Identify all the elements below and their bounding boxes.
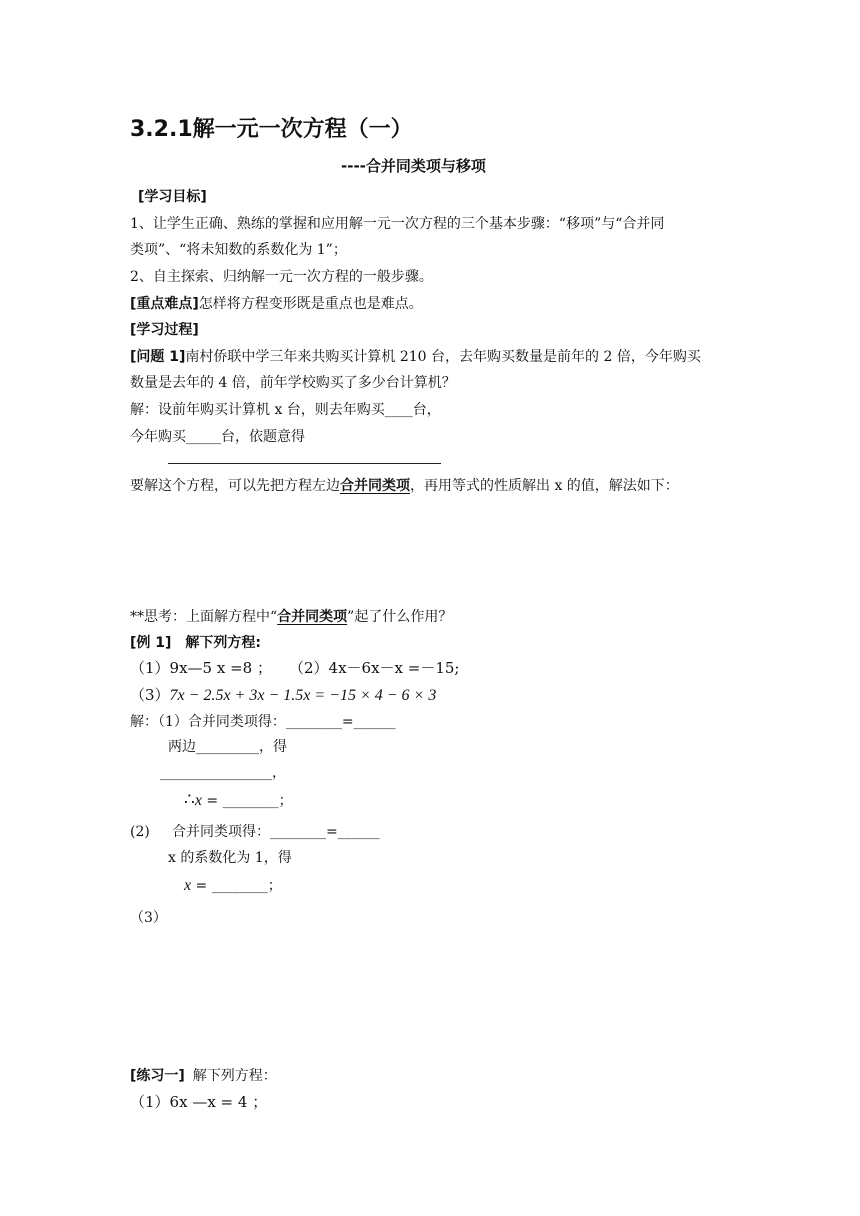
think-after: ”起了什么作用？ — [347, 609, 453, 625]
solution-2-variable: x — [184, 877, 192, 894]
solution-2-line-1: 合并同类项得：________=______ — [172, 824, 380, 840]
example-1-instruction: 解下列方程: — [185, 635, 262, 651]
solution-2-label: (2) — [130, 824, 150, 840]
problem-1-line-1 — [130, 347, 701, 367]
solution-2-line-3 — [184, 876, 282, 896]
solution-1-line-2: 两边_________，得 — [168, 739, 287, 755]
example-1-equation-3-formula: 7x − 2.5x + 3x − 1.5x = −15 × 4 − 6 × 3 — [169, 687, 437, 704]
explanation-after: ，再用等式的性质解出 x 的值，解法如下： — [410, 478, 679, 494]
exercise-1-label: [练习一] — [130, 1068, 185, 1084]
example-1-equation-3 — [130, 685, 436, 706]
key-difficulty — [130, 294, 423, 314]
example-1-equation-2: （2）4x－6x－x =－15; — [289, 659, 460, 677]
problem-1-label: [问题 1] — [130, 349, 186, 365]
solution-2-answer-blank: = ________； — [191, 878, 282, 894]
think-before: **思考：上面解方程中“ — [130, 609, 278, 625]
problem-1-solution-line-1: 解：设前年购买计算机 x 台，则去年购买____台， — [130, 402, 441, 418]
exercise-1-instruction: 解下列方程： — [192, 1068, 277, 1084]
example-1-heading — [130, 633, 261, 653]
solution-1-line-3: ________________， — [160, 765, 286, 781]
objective-item-1-line-1: 1、让学生正确、熟练的掌握和应用解一元一次方程的三个基本步骤：“移项”与“合并同 — [130, 216, 665, 232]
example-1-equation-1: （1）9x—5 x =8 ； — [130, 659, 272, 677]
explanation-key-term: 合并同类项 — [340, 478, 410, 494]
problem-1-text-1: 南村侨联中学三年来共购买计算机 210 台，去年购买数量是前年的 2 倍，今年购买 — [185, 349, 701, 365]
solution-1-variable: x — [194, 792, 202, 809]
key-difficulty-label: [重点难点] — [130, 296, 199, 312]
exercise-1-equation-1: （1）6x —x = 4 ； — [130, 1093, 268, 1111]
think-question — [130, 607, 452, 627]
page-subtitle: ----合并同类项与移项 — [341, 157, 486, 175]
objective-item-1-line-2: 类项”、“将未知数的系数化为 1”； — [130, 242, 347, 258]
example-1-label: [例 1] — [130, 635, 172, 651]
think-key-term: 合并同类项 — [277, 609, 348, 625]
process-heading: [学习过程] — [130, 322, 199, 338]
page-title: 3.2.1解一元一次方程（一） — [130, 117, 413, 142]
problem-1-explanation — [130, 476, 679, 496]
objectives-heading: [学习目标] — [138, 189, 207, 205]
solution-2-line-2: x 的系数化为 1，得 — [168, 850, 292, 866]
example-1-equation-3-prefix: （3） — [130, 686, 170, 704]
explanation-before: 要解这个方程，可以先把方程左边 — [130, 478, 340, 494]
exercise-1-heading — [130, 1066, 277, 1086]
therefore-symbol: ∴ — [184, 790, 195, 810]
solution-3-label: （3） — [130, 910, 167, 926]
problem-1-solution-line-2: 今年购买_____台，依题意得 — [130, 429, 305, 445]
key-difficulty-text: 怎样将方程变形既是重点也是难点。 — [198, 296, 423, 312]
solution-1-line-4 — [184, 790, 293, 811]
solution-1-line-1: 解：（1）合并同类项得：________=______ — [130, 714, 396, 730]
problem-1-line-2: 数量是去年的 4 倍，前年学校购买了多少台计算机？ — [130, 375, 456, 391]
solution-1-answer-blank: = ________； — [201, 793, 293, 809]
equation-blank-line — [168, 463, 441, 464]
objective-item-2: 2、自主探索、归纳解一元一次方程的一般步骤。 — [130, 269, 433, 285]
